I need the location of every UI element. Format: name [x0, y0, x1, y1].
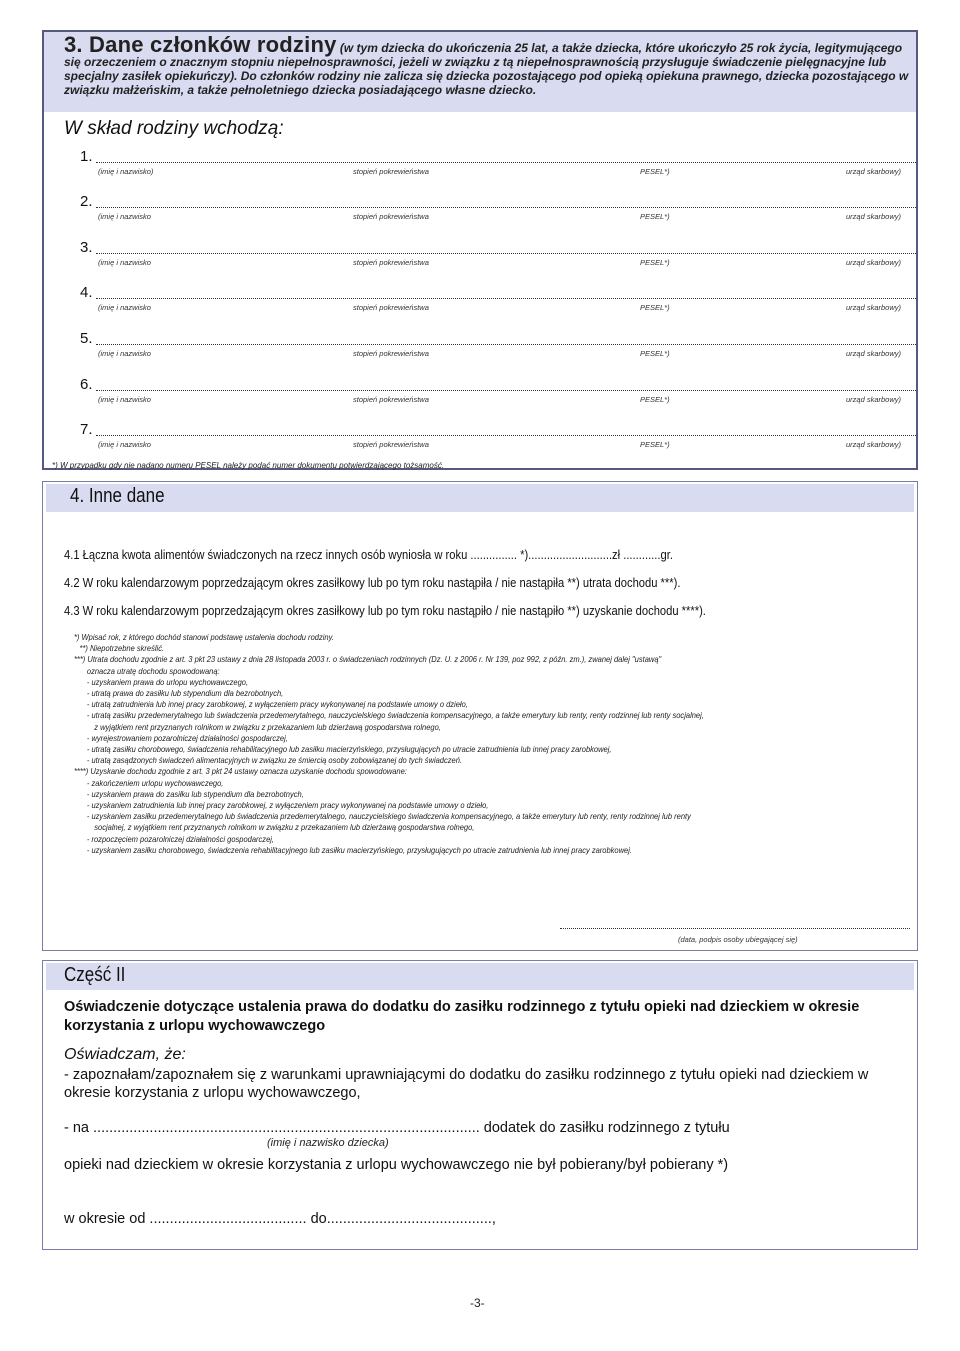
- part2-header-band: [46, 963, 914, 990]
- relation-caption: stopień pokrewieństwa: [353, 258, 429, 267]
- pesel-caption: PESEL*): [640, 395, 670, 404]
- name-caption: (imię i nazwisko: [98, 395, 151, 404]
- member-fill-line[interactable]: [96, 390, 916, 391]
- member-number: 7.: [80, 421, 93, 438]
- income-loss-line[interactable]: 4.2 W roku kalendarzowym poprzedzającym okres zasiłkowy lub po tym roku nastąpiła / nie nastąpiła **) utrata dochodu ***).: [64, 575, 681, 590]
- section4-header-band: [46, 484, 914, 512]
- note-line: socjalnej, z wyjątkiem rent przyznanych rolnikom w związku z przekazaniem lub dzierżawą gospodarstwa rolnego,: [94, 823, 475, 833]
- name-caption: (imię i nazwisko: [98, 258, 151, 267]
- family-member-row[interactable]: [60, 284, 915, 330]
- note-line: - utratą zasądzonych świadczeń alimentacyjnych w związku ze śmiercią osoby zobowiązanej do tych świadczeń.: [86, 756, 463, 766]
- signature-field[interactable]: [560, 928, 910, 929]
- note-line: ***) Utrata dochodu zgodnie z art. 3 pkt 23 ustawy z dnia 28 listopada 2003 r. o świadczeniach rodzinnych (Dz. U. z 2006 r. Nr 139, poz 992, z późn. zm.), zwanej dalej "ustawą": [74, 655, 662, 665]
- pesel-caption: PESEL*): [640, 303, 670, 312]
- alimony-line[interactable]: 4.1 Łączna kwota alimentów świadczonych na rzecz innych osób wyniosła w roku ............... *)...........................zł ............gr.: [64, 547, 673, 562]
- relation-caption: stopień pokrewieństwa: [353, 167, 429, 176]
- member-number: 4.: [80, 284, 93, 301]
- section4-title: 4. Inne dane: [70, 485, 165, 507]
- relation-caption: stopień pokrewieństwa: [353, 212, 429, 221]
- member-number: 1.: [80, 148, 93, 165]
- name-caption: (imię i nazwisko: [98, 212, 151, 221]
- relation-caption: stopień pokrewieństwa: [353, 440, 429, 449]
- note-line: - uzyskaniem prawa do zasiłku lub stypendium dla bezrobotnych,: [86, 789, 304, 799]
- note-line: - uzyskaniem zasiłku chorobowego, świadczenia rehabilitacyjnego lub zasiłku macierzyńskiego, przysługujących po utracie zatrudnienia lub innej pracy zarobkowej.: [86, 845, 633, 855]
- tax-office-caption: urząd skarbowy): [846, 258, 902, 267]
- family-member-row[interactable]: [60, 239, 915, 285]
- part2-title: Część II: [64, 964, 126, 986]
- note-line: z wyjątkiem rent przyznanych rolnikom w związku z przekazaniem lub dzierżawą gospodarstwa rolnego,: [94, 722, 441, 732]
- member-fill-line[interactable]: [96, 344, 916, 345]
- pesel-caption: PESEL*): [640, 349, 670, 358]
- section3-title-desc: (w tym dziecka do ukończenia 25 lat, a także dziecka, które ukończyło 25 rok życia, legitymującego się orzeczeniem o znacznym stopniu niepełnosprawności, jeżeli w związku z tą niepełnosprawnością przysługuje świadczenie pielęgnacyjne lub specjalny zasiłek opiekuńczy). Do członków rodziny nie zalicza się dziecka pozostającego pod opieką opiekuna prawnego, dziecka pozostającego w związku małżeńskim, a także pełnoletniego dziecka posiadającego własne dziecko.: [64, 41, 909, 97]
- declaration-acknowledgement: - zapoznałam/zapoznałem się z warunkami uprawniającymi do dodatku do zasiłku rodzinnego z tytułu opieki nad dzieckiem w okresie korzystania z urlopu wychowawczego,: [64, 1067, 869, 1101]
- child-name-caption: (imię i nazwisko dziecka): [267, 1137, 389, 1149]
- section3-footnote: *) W przypadku gdy nie nadano numeru PESEL należy podać numer dokumentu potwierdzającego tożsamość.: [52, 461, 445, 470]
- income-gain-line[interactable]: 4.3 W roku kalendarzowym poprzedzającym okres zasiłkowy lub po tym roku nastąpiło / nie nastąpiło **) uzyskanie dochodu ****).: [64, 603, 706, 618]
- member-number: 5.: [80, 330, 93, 347]
- member-fill-line[interactable]: [96, 162, 916, 163]
- note-line: - uzyskaniem zasiłku przedemerytalnego lub świadczenia przedemerytalnego, nauczycielskiego świadczenia kompensacyjnego, a także emerytury lub renty, renty rodzinnej lub renty: [86, 812, 691, 822]
- member-fill-line[interactable]: [96, 298, 916, 299]
- pesel-caption: PESEL*): [640, 167, 670, 176]
- declaration-label: Oświadczam, że:: [64, 1046, 186, 1063]
- tax-office-caption: urząd skarbowy): [846, 440, 902, 449]
- note-line: - utratą zatrudnienia lub innej pracy zarobkowej, z wyłączeniem pracy wykonywanej na podstawie umowy o dzieło,: [86, 700, 468, 710]
- pesel-caption: PESEL*): [640, 440, 670, 449]
- note-line: - utratą zasiłku chorobowego, świadczenia rehabilitacyjnego lub zasiłku macierzyńskiego, przysługujących po utracie zatrudnienia lub innej pracy zarobkowej,: [86, 745, 612, 755]
- tax-office-caption: urząd skarbowy): [846, 303, 902, 312]
- period-line[interactable]: w okresie od ....................................... do.........................................,: [64, 1211, 496, 1227]
- part2-heading: Oświadczenie dotyczące ustalenia prawa do dodatku do zasiłku rodzinnego z tytułu opieki nad dzieckiem w okresie korzystania z urlopu wychowawczego: [64, 999, 860, 1034]
- note-line: - utratą zasiłku przedemerytalnego lub świadczenia przedemerytalnego, nauczycielskiego świadczenia kompensacyjnego, a także emerytury lub renty, renty rodzinnej lub renty socjalnej,: [86, 711, 704, 721]
- relation-caption: stopień pokrewieństwa: [353, 303, 429, 312]
- relation-caption: stopień pokrewieństwa: [353, 395, 429, 404]
- family-member-row[interactable]: [60, 330, 915, 376]
- pesel-caption: PESEL*): [640, 212, 670, 221]
- note-line: - wyrejestrowaniem pozarolniczej działalności gospodarczej,: [86, 733, 288, 743]
- member-number: 6.: [80, 376, 93, 393]
- note-line: - utratą prawa do zasiłku lub stypendium dla bezrobotnych,: [86, 689, 284, 699]
- family-member-row[interactable]: [60, 376, 915, 422]
- tax-office-caption: urząd skarbowy): [846, 212, 902, 221]
- page-number: -3-: [470, 1296, 485, 1310]
- note-line: ****) Uzyskanie dochodu zgodnie z art. 3 pkt 24 ustawy oznacza uzyskanie dochodu spowodowane:: [74, 767, 407, 777]
- note-line: *) Wpisać rok, z którego dochód stanowi podstawę ustalenia dochodu rodziny.: [74, 633, 334, 642]
- benefit-status-line[interactable]: opieki nad dzieckiem w okresie korzystania z urlopu wychowawczego nie był pobierany/był pobierany *): [64, 1157, 729, 1173]
- family-composition-label: W skład rodziny wchodzą:: [64, 118, 284, 139]
- section4-notes: [74, 632, 914, 856]
- note-line: oznacza utratę dochodu spowodowaną:: [86, 666, 220, 676]
- name-caption: (imię i nazwisko: [98, 440, 151, 449]
- name-caption: (imię i nazwisko: [98, 349, 151, 358]
- pesel-caption: PESEL*): [640, 258, 670, 267]
- section3-title-main: 3. Dane członków rodziny: [64, 32, 337, 57]
- family-member-row[interactable]: [60, 148, 915, 194]
- note-line: - rozpoczęciem pozarolniczej działalności gospodarczej,: [86, 834, 275, 844]
- note-line: - zakończeniem urlopu wychowawczego,: [86, 778, 224, 788]
- tax-office-caption: urząd skarbowy): [846, 167, 902, 176]
- section3-title: [64, 32, 914, 97]
- member-fill-line[interactable]: [96, 253, 916, 254]
- note-line: - uzyskaniem prawa do urlopu wychowawczego,: [86, 677, 249, 687]
- family-member-row[interactable]: [60, 193, 915, 239]
- name-caption: (imię i nazwisko): [98, 167, 154, 176]
- child-name-line[interactable]: - na ................................................................................................ dodatek do zasiłku rodzinnego z tytułu: [64, 1120, 730, 1136]
- member-number: 2.: [80, 193, 93, 210]
- tax-office-caption: urząd skarbowy): [846, 349, 902, 358]
- name-caption: (imię i nazwisko: [98, 303, 151, 312]
- relation-caption: stopień pokrewieństwa: [353, 349, 429, 358]
- signature-caption: (data, podpis osoby ubiegającej się): [678, 935, 798, 944]
- note-line: - uzyskaniem zatrudnienia lub innej pracy zarobkowej, z wyłączeniem pracy wykonywanej na podstawie umowy o dzieło,: [86, 801, 489, 811]
- member-number: 3.: [80, 239, 93, 256]
- member-fill-line[interactable]: [96, 207, 916, 208]
- tax-office-caption: urząd skarbowy): [846, 395, 902, 404]
- note-line: **) Niepotrzebne skreślić.: [79, 644, 165, 654]
- member-fill-line[interactable]: [96, 435, 916, 436]
